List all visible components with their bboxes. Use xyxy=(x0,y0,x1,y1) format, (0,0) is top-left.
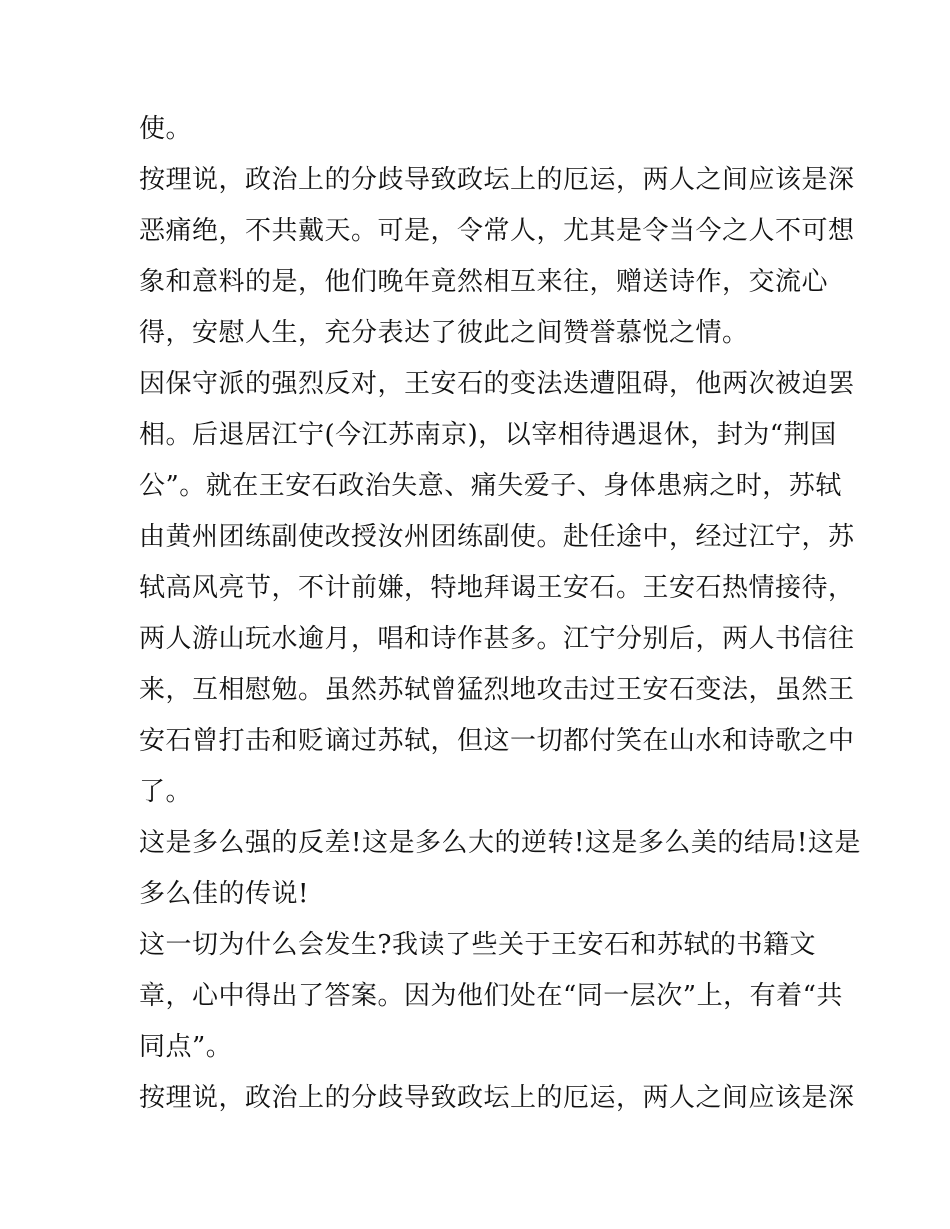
text-line: 象和意料的是，他们晚年竟然相互来往，赠送诗作，交流心 xyxy=(139,267,829,297)
text-line: 相。后退居江宁(今江苏南京)，以宰相待遇退休，封为“荆国 xyxy=(139,420,837,450)
text-line: 由黄州团练副使改授汝州团练副使。赴任途中，经过江宁，苏 xyxy=(139,522,855,552)
text-line: 按理说，政治上的分歧导致政坛上的厄运，两人之间应该是深 xyxy=(139,165,855,195)
text-line: 章，心中得出了答案。因为他们处在“同一层次”上，有着“共 xyxy=(139,981,843,1011)
text-line: 公”。就在王安石政治失意、痛失爱子、身体患病之时，苏轼 xyxy=(139,471,842,501)
text-line: 因保守派的强烈反对，王安石的变法迭遭阻碍，他两次被迫罢 xyxy=(139,369,855,399)
text-line: 来，互相慰勉。虽然苏轼曾猛烈地攻击过王安石变法，虽然王 xyxy=(139,675,855,705)
text-line: 按理说，政治上的分歧导致政坛上的厄运，两人之间应该是深 xyxy=(139,1083,855,1113)
text-line: 多么佳的传说! xyxy=(139,879,309,909)
text-line: 得，安慰人生，充分表达了彼此之间赞誉慕悦之情。 xyxy=(139,318,749,348)
text-line: 了。 xyxy=(139,777,193,807)
text-line: 同点”。 xyxy=(139,1032,233,1062)
text-line: 这一切为什么会发生?我读了些关于王安石和苏轼的书籍文 xyxy=(139,930,816,960)
text-line: 这是多么强的反差!这是多么大的逆转!这是多么美的结局!这是 xyxy=(139,828,861,858)
text-line: 恶痛绝，不共戴天。可是，令常人，尤其是令当今之人不可想 xyxy=(139,216,855,246)
text-line: 使。 xyxy=(139,114,193,144)
text-line: 两人游山玩水逾月，唱和诗作甚多。江宁分别后，两人书信往 xyxy=(139,624,855,654)
text-line: 安石曾打击和贬谪过苏轼，但这一切都付笑在山水和诗歌之中 xyxy=(139,726,855,756)
text-line: 轼高风亮节，不计前嫌，特地拜谒王安石。王安石热情接待， xyxy=(139,573,855,603)
